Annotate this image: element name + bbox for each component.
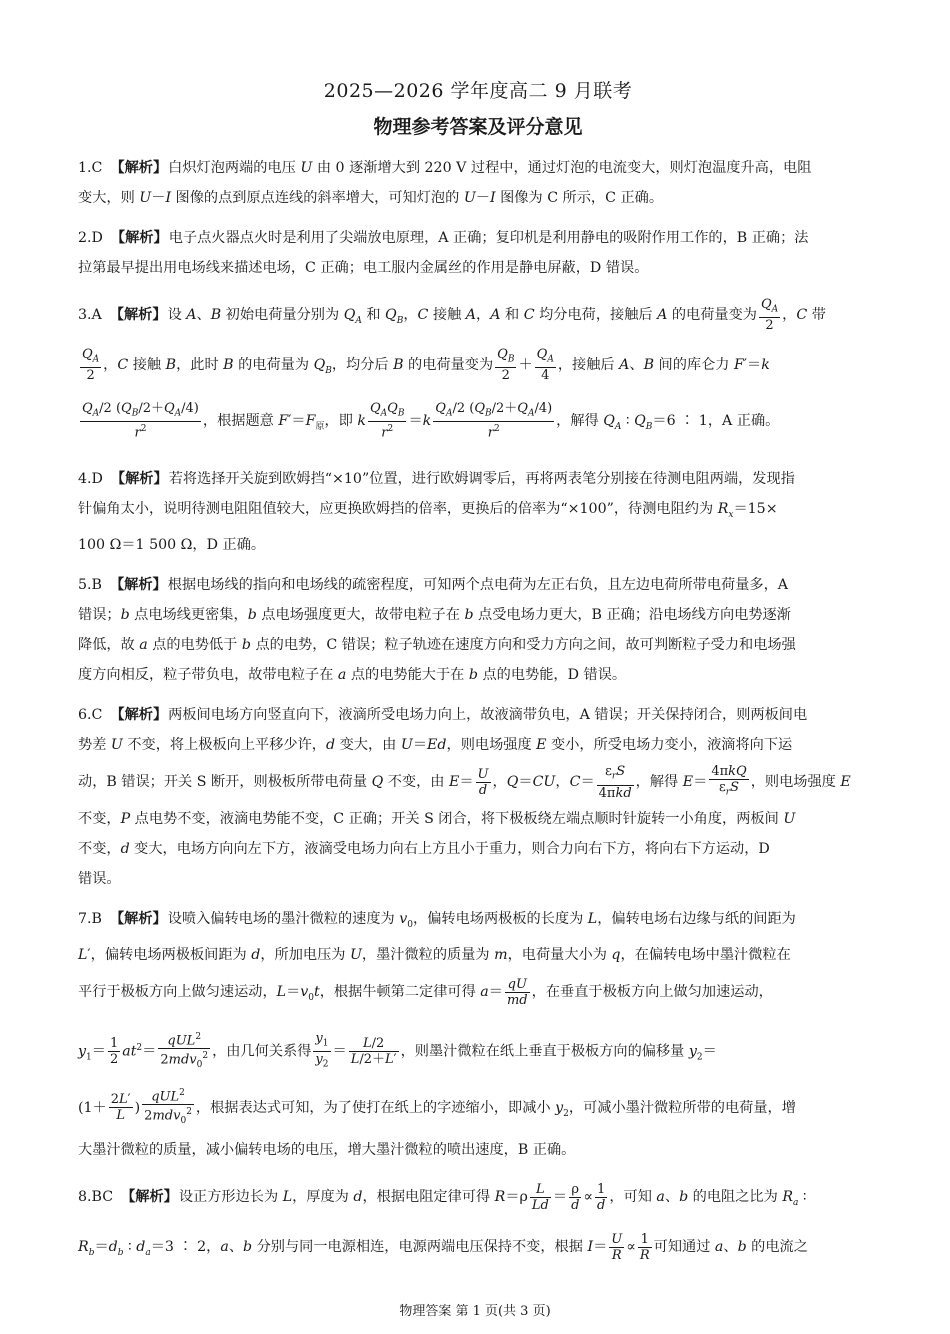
question-2-tag: 【解析】 — [110, 230, 168, 246]
question-8-number: 8.BC — [78, 1189, 114, 1206]
question-4-line-3: 100 Ω＝1 500 Ω，D 正确。 — [78, 537, 266, 554]
question-8-line-2: $R_b=d_b$ ∶ $d_a=3$ ∶ 2，a、b 分别与同一电源相连，电源两端电压保持不变，根据 I＝ $\frac{U}{R}$ ∝ $\frac{1}{R}$ 可知通过 a、b 的电流之 — [78, 1231, 808, 1263]
question-5-line-4: 度方向相反，粒子带负电，故带电粒子在 a 点的电势能大于在 b 点的电势能，D 错误。 — [78, 667, 627, 684]
question-2 — [78, 223, 878, 283]
question-6-line-5: 不变，d 变大，电场方向向左下方，液滴受电场力向右上方且小于重力，则合力向右下方，将向右下方运动，D — [78, 841, 770, 858]
question-3-line-1: 3.A 【解析】设 A、B 初始电荷量分别为 $Q_A$ 和 $Q_B$，C 接触 A，A 和 C 均分电荷，接触后 A 的电荷量变为 $\frac{Q_A}{2}$ ，C 带 — [78, 296, 826, 334]
question-4-number: 4.D — [78, 471, 103, 488]
question-8-line-1: 8.BC 【解析】设正方形边长为 L，厚度为 d，根据电阻定律可得 R＝ρ $\frac{L}{Ld}$ ＝ $\frac{\rho}{d}$ ∝ $\frac{1}{d}$ ，可知 a、b 的电阻之比为 $R_a$ ∶ — [78, 1181, 807, 1213]
question-7-line-1: 7.B 【解析】设喷入偏转电场的墨汁微粒的速度为 $v_0$，偏转电场两极板的长度为 L，偏转电场右边缘与纸的间距为 — [78, 911, 796, 931]
question-8-tag: 【解析】 — [121, 1189, 178, 1206]
question-4-line-2: 针偏角太小，说明待测电阻阻值较大，应更换欧姆挡的倍率，更换后的倍率为“×100”，待测电阻约为 $R_x=15\times$ — [78, 501, 778, 521]
question-6-line-1: 6.C 【解析】两板间电场方向竖直向下，液滴所受电场力向上，故液滴带负电，A 错误；开关保持闭合，则两板间电 — [78, 707, 808, 724]
question-7-line-2: L′，偏转电场两极板间距为 d，所加电压为 U，墨汁微粒的质量为 m，电荷量大小为 q，在偏转电场中墨汁微粒在 — [78, 947, 791, 964]
question-5-line-2: 错误；b 点电场线更密集，b 点电场强度更大，故带电粒子在 b 点受电场力更大，B 正确；沿电场线方向电势逐渐 — [78, 607, 791, 624]
question-7-number: 7.B — [78, 911, 102, 928]
question-1 — [78, 153, 878, 213]
question-5 — [78, 570, 878, 690]
question-4-line-1: 4.D 【解析】若将选择开关旋到欧姆挡“×10”位置，进行欧姆调零后，再将两表笔分别接在待测电阻两端，发现指 — [78, 471, 795, 488]
question-6-tag: 【解析】 — [110, 707, 168, 724]
question-2-number: 2.D — [78, 230, 103, 246]
question-5-tag: 【解析】 — [109, 577, 167, 594]
exam-title: 2025—2026 学年度高二 9 月联考 — [323, 80, 633, 102]
question-6-line-3: 动，B 错误；开关 S 断开，则极板所带电荷量 Q 不变，由 E＝ $\frac{U}{d}$ ，Q＝CU，C＝ $\frac{\varepsilon_rS}{\text{4πkd}}$ ，解得 E＝ $\frac{\text{4πkQ}}{\varepsilon_rS}$ ，则电场强度 E — [78, 764, 851, 801]
page-footer: 物理答案 第 1 页(共 3 页) — [399, 1304, 551, 1319]
question-3-line-3: $\frac{Q_A/2 (Q_B/2+Q_A/4)}{r^2}$ ，根据题意 $F'=F_原$，即 k $\frac{Q_AQ_B}{r^2}$ ＝k $\frac{Q_A/2 (Q_B/2+Q_A/4)}{r^2}$ ，解得 $Q_A$ ∶ $Q_B=6$ ∶ 1，A 正确。 — [82, 400, 780, 441]
question-7-line-4: $y_1=$ $\frac{1}{2}$ $at^2=$ $\frac{qUL^2}{2mdv_0^2}$ ，由几何关系得 $\frac{y_1}{y_2}$ ＝ $\frac{L/2}{L/2+L'}$ ，则墨汁微粒在纸上垂直于极板方向的偏移量 $y_2=$ — [78, 1030, 717, 1071]
question-3-number: 3.A — [78, 307, 102, 323]
question-7-line-5: (1＋ $\frac{2L'}{L}$ ) $\frac{qUL^2}{2mdv_0^2}$ ，根据表达式可知，为了使打在纸上的字迹缩小，即减小 $y_2$，可减小墨汁微粒所带的电荷量，增 — [78, 1087, 796, 1127]
question-4 — [78, 464, 878, 560]
question-6-line-4: 不变，P 点电势不变，液滴电势能不变，C 正确；开关 S 闭合，将下极板绕左端点顺时针旋转一小角度，两板间 U — [78, 811, 796, 828]
question-7-line-6: 大墨汁微粒的质量，减小偏转电场的电压，增大墨汁微粒的喷出速度，B 正确。 — [78, 1142, 576, 1159]
answer-subtitle: 物理参考答案及评分意见 — [373, 116, 583, 138]
question-5-line-3: 降低，故 a 点的电势低于 b 点的电势，C 错误；粒子轨迹在速度方向和受力方向之间，故可判断粒子受力和电场强 — [78, 637, 796, 654]
answer-page — [78, 76, 878, 1285]
question-1-tag: 【解析】 — [110, 160, 168, 176]
question-6-line-2: 势差 U 不变，将上极板向上平移少许，d 变大，由 U＝Ed，则电场强度 E 变小，所受电场力变小，液滴将向下运 — [78, 737, 793, 754]
question-6 — [78, 700, 878, 894]
question-6-line-6: 错误。 — [78, 871, 121, 888]
question-4-tag: 【解析】 — [110, 471, 168, 488]
question-7-tag: 【解析】 — [109, 911, 167, 928]
question-2-line-1: 2.D 【解析】电子点火器点火时是利用了尖端放电原理，A 正确；复印机是利用静电的吸附作用工作的，B 正确；法 — [78, 230, 809, 246]
question-5-number: 5.B — [78, 577, 102, 594]
question-8 — [78, 1175, 878, 1275]
question-7 — [78, 904, 878, 1165]
question-3-tag: 【解析】 — [109, 307, 167, 323]
question-3 — [78, 293, 878, 454]
question-7-line-3: 平行于极板方向上做匀速运动，$L=v_0t$，根据牛顿第二定律可得 a＝ $\frac{qU}{md}$ ，在垂直于极板方向上做匀加速运动， — [78, 976, 773, 1008]
question-1-line-1: 1.C 【解析】白炽灯泡两端的电压 U 由 0 逐渐增大到 220 V 过程中，通过灯泡的电流变大，则灯泡温度升高，电阻 — [78, 160, 812, 176]
question-1-line-2: 变大，则 U－I 图像的点到原点连线的斜率增大，可知灯泡的 U－I 图像为 C 所示，C 正确。 — [78, 190, 664, 206]
question-6-number: 6.C — [78, 707, 103, 724]
question-1-number: 1.C — [78, 160, 103, 176]
question-2-line-2: 拉第最早提出用电场线来描述电场，C 正确；电工服内金属丝的作用是静电屏蔽，D 错误。 — [78, 260, 649, 276]
question-3-line-2: $\frac{Q_A}{2}$ ，C 接触 B，此时 B 的电荷量为 $Q_B$，均分后 B 的电荷量变为 $\frac{Q_B}{2}$ ＋ $\frac{Q_A}{4}$ ，接触后 A、B 间的库仑力 F′＝k — [82, 346, 770, 384]
question-5-line-1: 5.B 【解析】根据电场线的指向和电场线的疏密程度，可知两个点电荷为左正右负，且左边电荷所带电荷量多，A — [78, 577, 789, 594]
